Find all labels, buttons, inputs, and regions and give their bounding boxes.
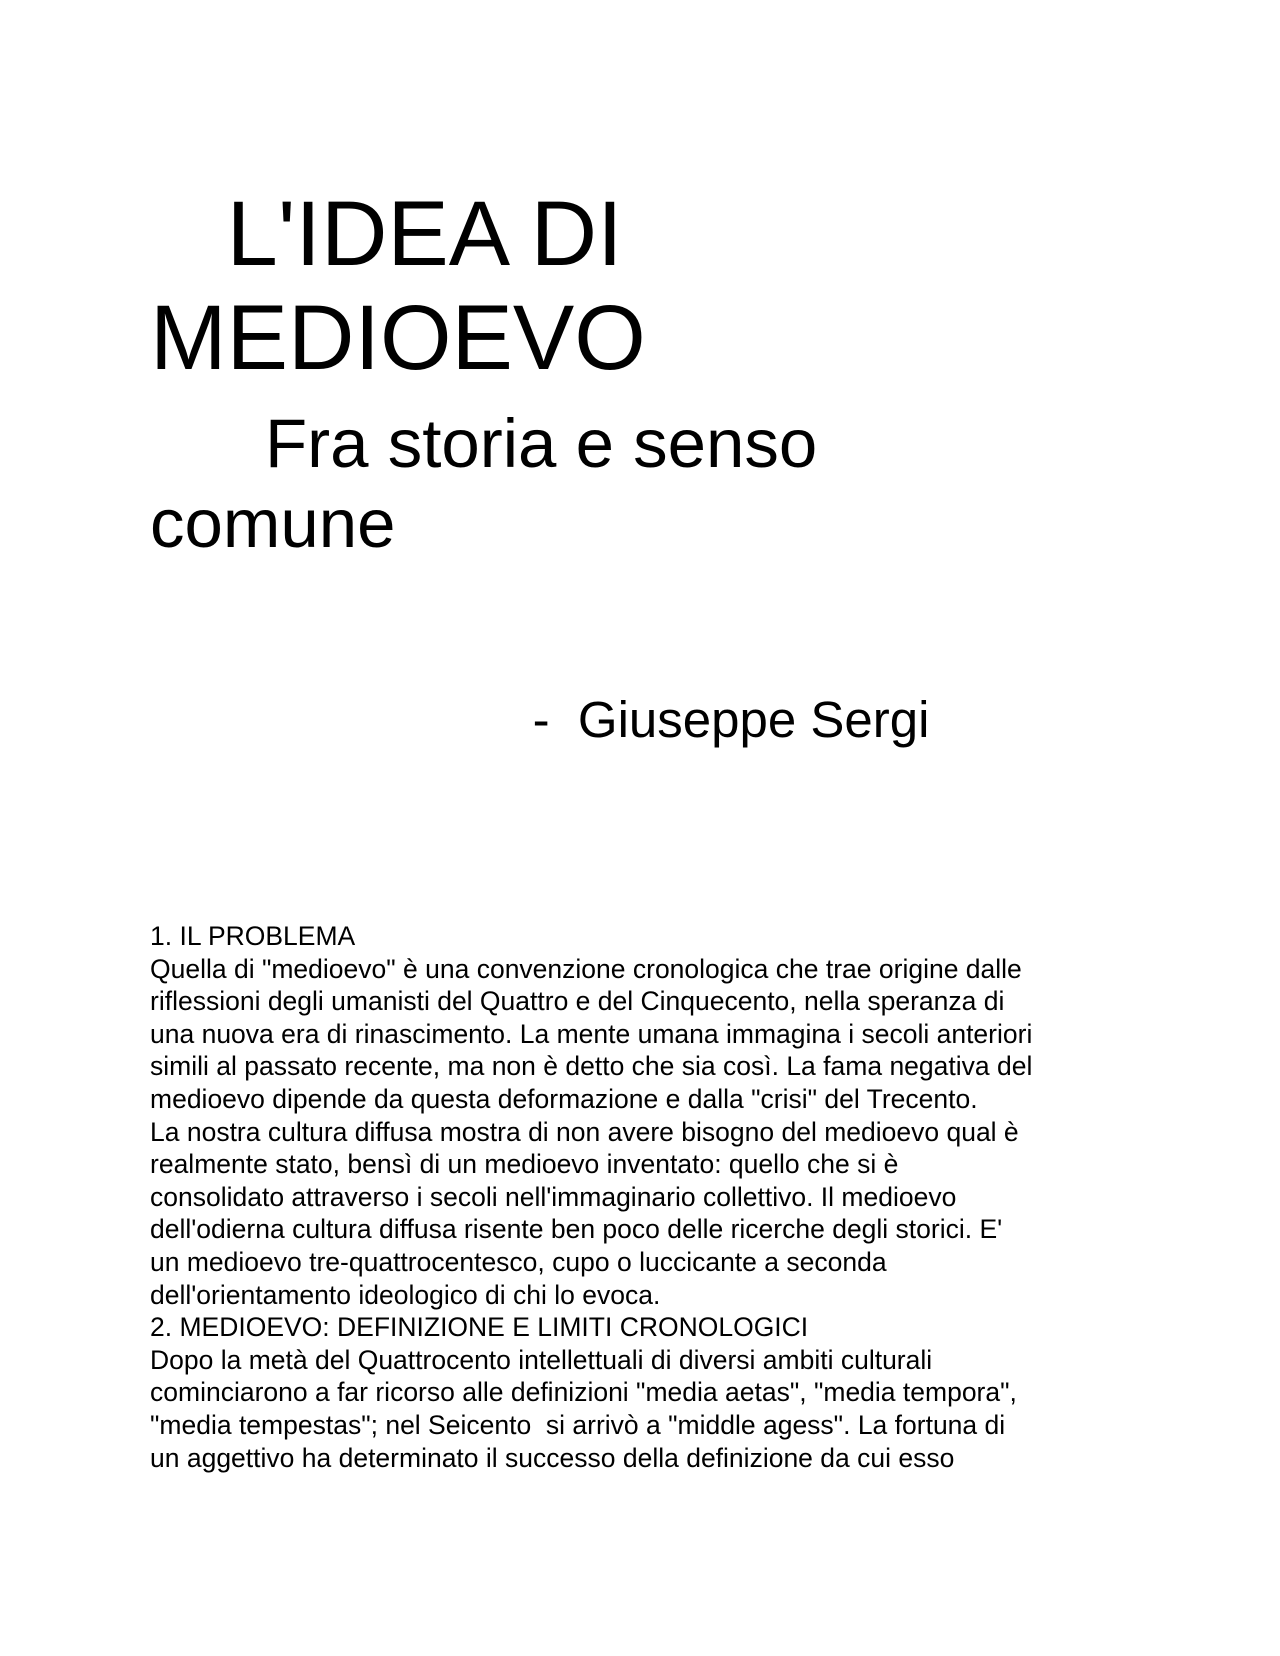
text-line: un aggettivo ha determinato il successo della definizione da cui esso [150,1442,955,1473]
text-line: cominciarono a far ricorso alle definizioni "media aetas", "media tempora", [150,1377,1017,1408]
subtitle-line: Fra storia e senso [150,405,818,482]
title-line: MEDIOEVO [150,287,646,389]
text-line: simili al passato recente, ma non è detto che sia così. La fama negativa del [150,1051,1033,1082]
section-heading: 2. MEDIOEVO: DEFINIZIONE E LIMITI CRONOLOGICI [150,1312,809,1343]
text-line: un medioevo tre-quattrocentesco, cupo o luccicante a seconda [150,1246,887,1277]
text-line: dell'orientamento ideologico di chi lo evoca. [150,1279,661,1310]
text-line: riflessioni degli umanisti del Quattro e del Cinquecento, nella speranza di [150,986,1005,1017]
subtitle-line: comune [150,485,396,562]
text-line: dell'odierna cultura diffusa risente ben poco delle ricerche degli storici. E' [150,1214,1003,1245]
text-line: Quella di "medioevo" è una convenzione cronologica che trae origine dalle [150,953,1022,984]
title-line: L'IDEA DI [150,183,623,285]
text-line: realmente stato, bensì di un medioevo inventato: quello che si è [150,1149,899,1180]
text-line: La nostra cultura diffusa mostra di non avere bisogno del medioevo qual è [150,1116,1019,1147]
body-text [150,920,1150,1474]
document-title [150,182,1150,390]
text-line: consolidato attraverso i secoli nell'immaginario collettivo. Il medioevo [150,1181,957,1212]
text-line: medioevo dipende da questa deformazione e dalla "crisi" del Trecento. [150,1083,978,1114]
text-line: una nuova era di rinascimento. La mente umana immagina i secoli anteriori [150,1018,1033,1049]
author-byline: - Giuseppe Sergi [150,691,930,748]
text-line: Dopo la metà del Quattrocento intellettuali di diversi ambiti culturali [150,1344,933,1375]
section-heading: 1. IL PROBLEMA [150,921,356,951]
text-line: "media tempestas"; nel Seicento si arrivò a "middle agess". La fortuna di [150,1409,1006,1440]
document-subtitle [150,404,1150,564]
